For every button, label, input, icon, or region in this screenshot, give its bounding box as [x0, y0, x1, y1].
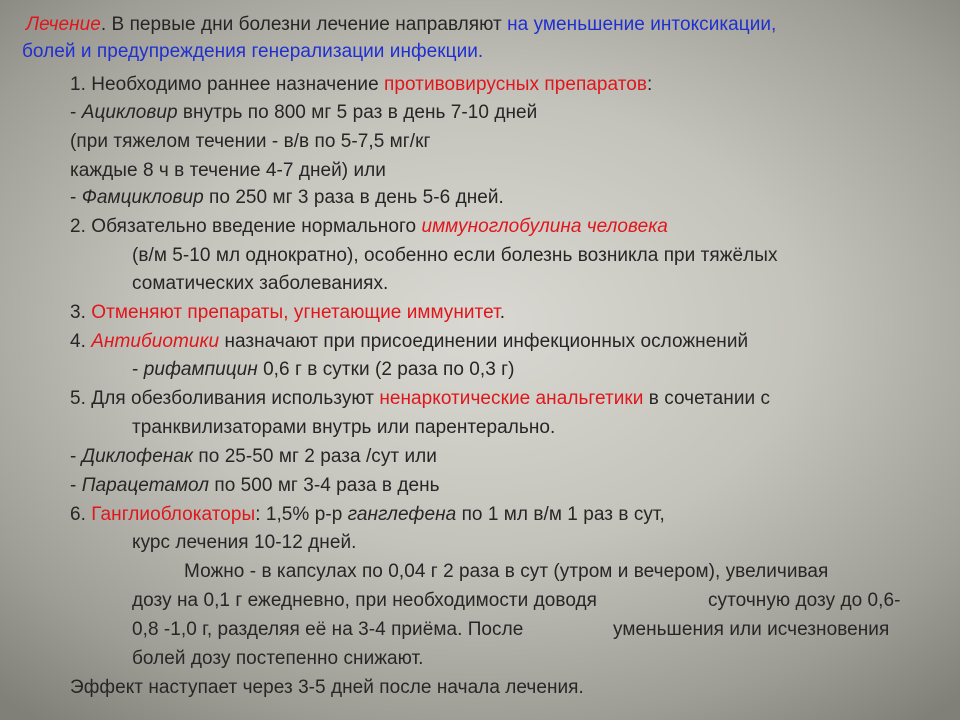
acyclovir-line — [70, 102, 537, 124]
ganglion-blockers: Ганглиоблокаторы — [91, 504, 256, 525]
intro-line-2: болей и предупреждения генерализации инфекции. — [22, 41, 484, 62]
acyclovir-name: Ацикловир — [81, 102, 178, 123]
dash: - — [70, 475, 82, 496]
rifampicin-name: рифампицин — [143, 359, 258, 380]
paracetamol-line — [70, 475, 440, 497]
item-6-line-3: Можно - в капсулах по 0,04 г 2 раза в сут (утром и вечером), увеличивая — [184, 561, 829, 582]
diclofenac-name: Диклофенак — [81, 446, 194, 467]
item-3-suffix: . — [499, 302, 506, 323]
acyclovir-dose: внутрь по 800 мг 5 раз в день 7-10 дней — [177, 102, 538, 123]
antibiotics: Антибиотики — [91, 331, 220, 352]
item-4-number: 4. — [70, 331, 92, 352]
item-6 — [70, 504, 665, 526]
famciclovir-name: Фамцикловир — [81, 187, 204, 208]
item-6-line-5b: уменьшения или исчезновения — [613, 619, 890, 640]
rifampicin-dose: 0,6 г в сутки (2 раза по 0,3 г) — [257, 359, 515, 380]
non-narcotic-analgesics: ненаркотические анальгетики — [379, 388, 644, 409]
diclofenac-dose: по 25-50 мг 2 раза /сут или — [193, 446, 437, 467]
dash: - — [70, 187, 82, 208]
dash: - — [132, 359, 144, 380]
famciclovir-dose: по 250 мг 3 раза в день 5-6 дней. — [203, 187, 504, 208]
item-5 — [70, 388, 770, 410]
cancel-immunosuppressants: Отменяют препараты, угнетающие иммунитет — [91, 302, 500, 323]
antiviral-drugs: противовирусных препаратов — [384, 74, 648, 95]
item-3-number: 3. — [70, 302, 92, 323]
item-4-text: назначают при присоединении инфекционных осложнений — [219, 331, 749, 352]
item-3 — [70, 302, 505, 324]
severe-line-2: каждые 8 ч в течение 4-7 дней) или — [70, 160, 386, 181]
item-6-line-6: болей дозу постепенно снижают. — [132, 648, 424, 669]
paracetamol-name: Парацетамол — [81, 475, 210, 496]
rifampicin-line — [132, 359, 515, 381]
item-6-line-4b: суточную дозу до 0,6- — [708, 590, 901, 611]
dash: - — [70, 446, 82, 467]
famciclovir-line — [70, 187, 504, 209]
intro-line-1 — [26, 14, 776, 36]
item-6-line-5a: 0,8 -1,0 г, разделяя её на 3-4 приёма. После — [132, 619, 524, 640]
item-1 — [70, 74, 652, 96]
paracetamol-dose: по 500 мг 3-4 раза в день — [209, 475, 440, 496]
intro-text: . В первые дни болезни лечение направляют — [100, 14, 508, 35]
item-5-suffix: в сочетании с — [643, 388, 771, 409]
item-6-line-2: курс лечения 10-12 дней. — [132, 532, 357, 553]
item-5-text: 5. Для обезболивания используют — [70, 388, 380, 409]
item-6-number: 6. — [70, 504, 92, 525]
item-2 — [70, 216, 668, 238]
item-2-line-3: соматических заболеваниях. — [132, 273, 389, 294]
diclofenac-line — [70, 446, 437, 468]
dash: - — [70, 102, 82, 123]
item-2-line-2: (в/м 5-10 мл однократно), особенно если болезнь возникла при тяжёлых — [132, 245, 778, 266]
effect-line: Эффект наступает через 3-5 дней после начала лечения. — [70, 677, 584, 698]
treatment-title: Лечение — [26, 14, 101, 35]
item-2-text: 2. Обязательно введение нормального — [70, 216, 422, 237]
item-1-suffix: : — [647, 74, 653, 95]
item-6-line-4a: дозу на 0,1 г ежедневно, при необходимости доводя — [132, 590, 598, 611]
ganglefen-name: ганглефена — [347, 504, 457, 525]
item-6-solution: : 1,5% р-р — [255, 504, 348, 525]
item-6-dose: по 1 мл в/м 1 раз в сут, — [456, 504, 665, 525]
item-5-line-2: транквилизаторами внутрь или парентерально. — [132, 417, 556, 438]
intro-highlight-1: на уменьшение интоксикации, — [507, 14, 777, 35]
item-4 — [70, 331, 748, 353]
item-1-text: 1. Необходимо раннее назначение — [70, 74, 385, 95]
severe-line-1: (при тяжелом течении - в/в по 5-7,5 мг/кг — [70, 131, 431, 152]
immunoglobulin: иммуноглобулина человека — [421, 216, 668, 237]
